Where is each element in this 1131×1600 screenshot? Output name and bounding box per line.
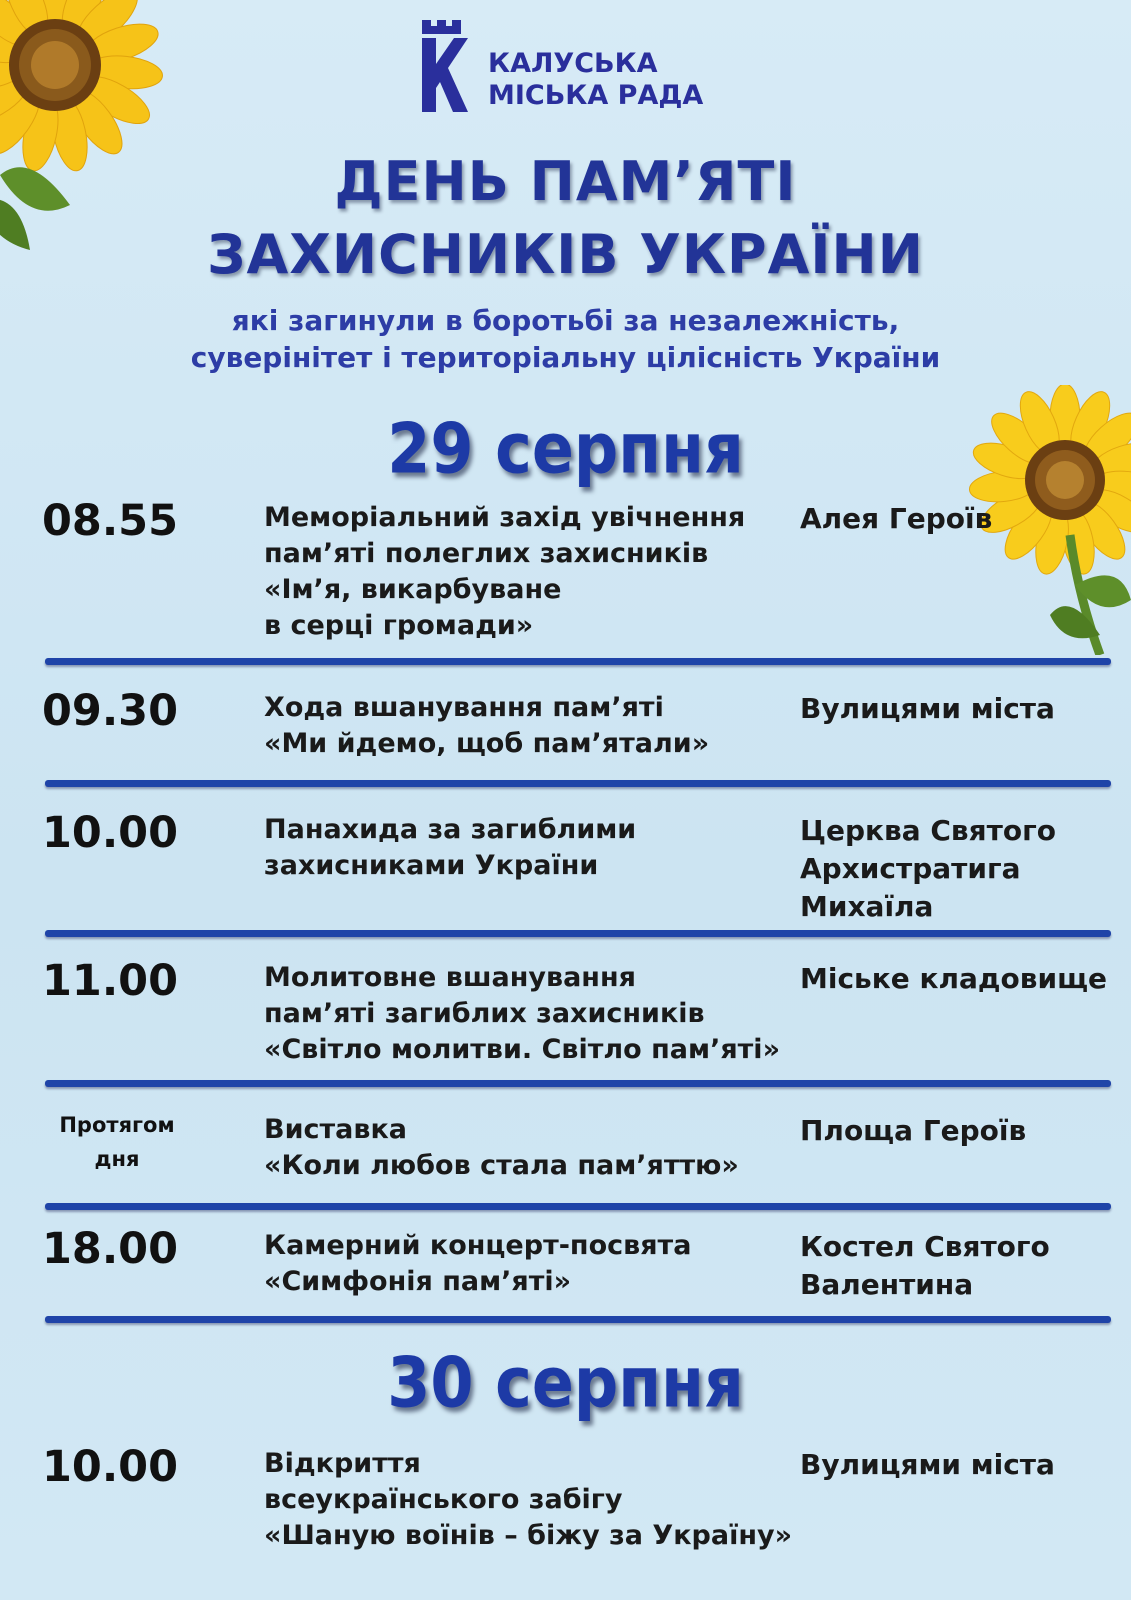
event-time: Протягом дня [59,1113,175,1171]
event-place: Міське кладовище [800,962,1108,995]
divider [45,1080,1111,1087]
event-place: Алея Героїв [800,502,993,535]
logo-line-2: МІСЬКА РАДА [488,80,704,111]
event-description: Виставка «Коли любов стала пам’яттю» [264,1114,739,1181]
event-time: 10.00 [42,808,179,858]
event-description: Камерний концерт-посвята «Симфонія пам’яті» [264,1230,692,1297]
logo-line-1: КАЛУСЬКА [488,48,658,79]
event-description: Хода вшанування пам’яті «Ми йдемо, щоб пам’ятали» [264,692,710,759]
divider [45,1203,1111,1210]
event-description: Панахида за загиблими захисниками України [264,814,637,881]
event-place: Площа Героїв [800,1114,1027,1147]
date-heading: 29 серпня [387,407,744,490]
poster-subtitle [0,302,1131,376]
event-time: 18.00 [42,1224,179,1274]
event-description: Відкриття всеукраїнського забігу «Шаную воїнів – біжу за Україну» [264,1448,793,1551]
event-place: Костел Святого Валентина [800,1230,1050,1301]
event-time: 08.55 [42,496,179,546]
event-time: 10.00 [42,1442,179,1492]
divider [45,1316,1111,1323]
event-time: 11.00 [42,956,179,1006]
subtitle-line-1: які загинули в боротьбі за незалежність, [231,304,900,337]
poster-title-line-1: ДЕНЬ ПАМ’ЯТІ [334,150,797,213]
event-place: Церква Святого Архистратига Михаїла [800,814,1056,923]
date-heading: 30 серпня [387,1341,744,1424]
divider [45,930,1111,937]
poster-title-line-2: ЗАХИСНИКІВ УКРАЇНИ [207,223,924,286]
divider [45,780,1111,787]
logo-text [488,48,703,112]
event-place: Вулицями міста [800,1448,1055,1481]
castle-k-icon [420,20,470,112]
city-council-logo [420,20,720,115]
event-place: Вулицями міста [800,692,1055,725]
sunflower-top-left [0,0,190,260]
event-time: 09.30 [42,686,179,736]
subtitle-line-2: суверінітет і територіальну цілісність України [190,341,941,374]
event-description: Молитовне вшанування пам’яті загиблих захисників «Світло молитви. Світло пам’яті» [264,962,781,1065]
event-description: Меморіальний захід увічнення пам’яті полеглих захисників «Ім’я, викарбуване в серці громади» [264,502,746,641]
divider [45,658,1111,665]
